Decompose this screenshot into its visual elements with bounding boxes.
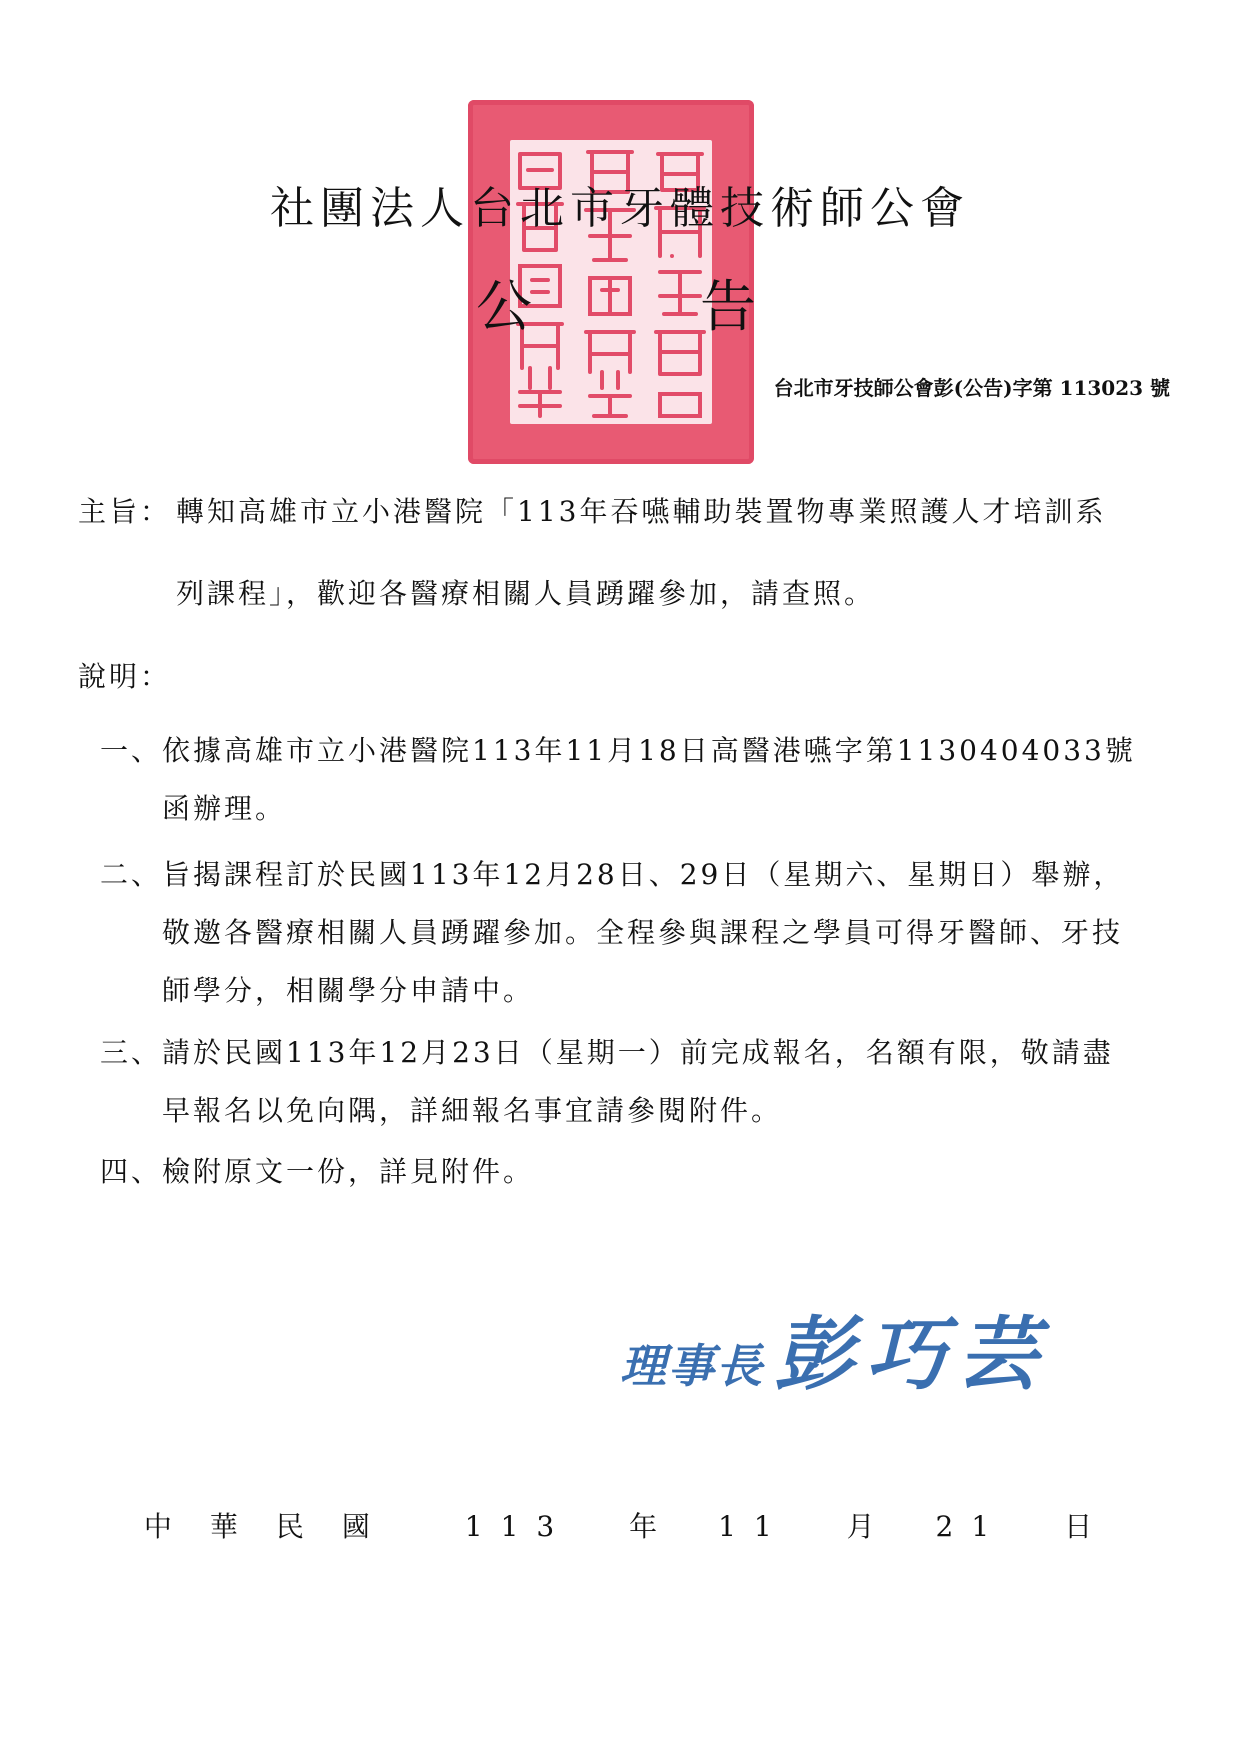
explanation-item-2 — [100, 846, 1180, 1020]
date-day: 21 — [935, 1510, 1008, 1543]
document-number: 台北市牙技師公會彭(公告)字第 113023 號 — [773, 376, 1170, 400]
item-number: 三、 — [100, 1036, 163, 1069]
date-year: 113 — [464, 1510, 573, 1543]
explanation-label: 說明： — [78, 660, 172, 693]
signature-name: 彭巧芸 — [774, 1307, 1050, 1401]
explanation-item-3 — [100, 1024, 1180, 1140]
notice-title-left-char: 公 — [476, 275, 532, 340]
item-text: 請於民國113年12月23日（星期一）前完成報名，名額有限，敬請盡早報名以免向隅，詳細報名事宜請參閱附件。 — [162, 1036, 1114, 1127]
signature-title: 理事長 — [620, 1339, 764, 1393]
item-text: 依據高雄市立小港醫院113年11月18日高醫港嚥字第1130404033號函辦理。 — [162, 734, 1136, 825]
item-text: 旨揭課程訂於民國113年12月28日、29日（星期六、星期日）舉辦，敬邀各醫療相關人員踴躍參加。全程參與課程之學員可得牙醫師、牙技師學分，相關學分申請中。 — [162, 858, 1125, 1007]
explanation-item-1 — [100, 722, 1180, 838]
subject-line-1: 轉知高雄市立小港醫院「113年吞嚥輔助裝置物專業照護人才培訓系 — [176, 495, 1107, 528]
date-month-unit: 月 — [846, 1510, 879, 1543]
subject-line-2: 列課程」，歡迎各醫療相關人員踴躍參加，請查照。 — [176, 577, 876, 610]
chairman-signature — [620, 1290, 1050, 1405]
date-year-unit: 年 — [629, 1510, 662, 1543]
issue-date — [0, 1505, 1240, 1545]
date-month: 11 — [718, 1510, 790, 1543]
item-number: 一、 — [100, 734, 163, 767]
item-number: 二、 — [100, 858, 163, 891]
date-era: 中華民國 — [143, 1510, 408, 1543]
subject-label: 主旨： — [78, 495, 172, 528]
item-number: 四、 — [100, 1155, 163, 1188]
item-text: 檢附原文一份，詳見附件。 — [162, 1155, 535, 1188]
explanation-item-4 — [100, 1143, 1180, 1201]
date-day-unit: 日 — [1064, 1510, 1097, 1543]
organization-title: 社團法人台北市牙體技術師公會 — [270, 183, 970, 234]
notice-title-right-char: 告 — [700, 275, 756, 340]
